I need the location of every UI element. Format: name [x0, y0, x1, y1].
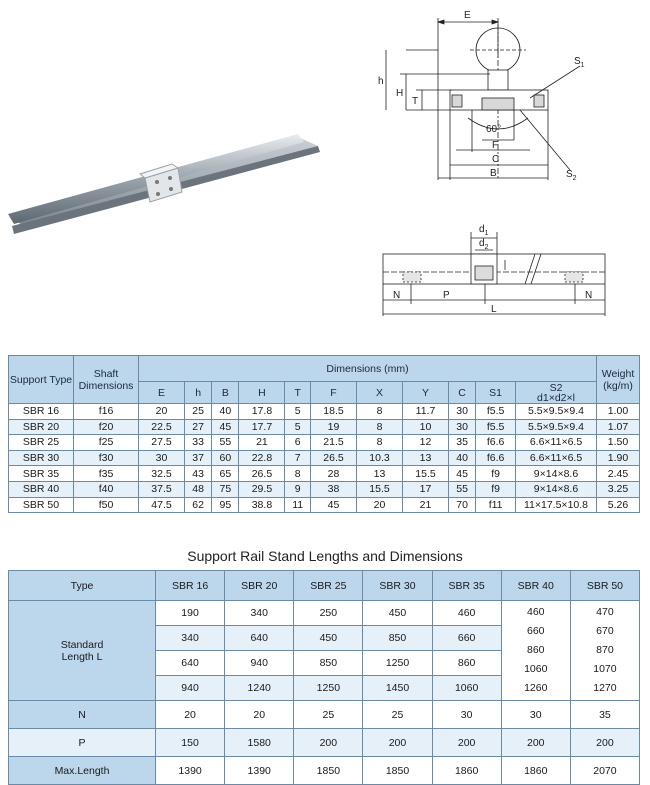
cell: 340 — [225, 601, 294, 626]
label-angle: 60° — [486, 124, 502, 135]
cell: 1850 — [294, 757, 363, 785]
table-cell: 21 — [402, 497, 448, 513]
table-cell: 19 — [310, 419, 356, 435]
table-row — [9, 435, 640, 451]
table-cell: 9 — [285, 481, 311, 497]
table-cell: 17.7 — [239, 419, 285, 435]
table-cell: 22.5 — [139, 419, 185, 435]
table-cell: 8 — [356, 435, 402, 451]
table-cell: f9 — [476, 481, 516, 497]
table-cell: 18.5 — [310, 404, 356, 420]
table-cell: 55 — [212, 435, 239, 451]
label-C: C — [492, 154, 500, 165]
type-sbr35: SBR 35 — [432, 571, 501, 601]
table-cell: 28 — [310, 466, 356, 482]
table-cell: f35 — [74, 466, 139, 482]
sbr40-length: 460 — [527, 606, 545, 618]
table-cell: 1.00 — [597, 404, 640, 420]
type-sbr40: SBR 40 — [501, 571, 570, 601]
cell: 1250 — [294, 676, 363, 701]
cell: 200 — [363, 729, 432, 757]
col-h: h — [185, 382, 212, 404]
label-H: H — [396, 88, 404, 99]
table-cell: 37.5 — [139, 481, 185, 497]
cell: 1250 — [363, 651, 432, 676]
header-support-type: Support Type — [9, 356, 74, 404]
cell: 250 — [294, 601, 363, 626]
table-cell: 9×14×8.6 — [516, 481, 597, 497]
table-cell: 95 — [212, 497, 239, 513]
lengths-table — [8, 570, 640, 785]
label-L: L — [491, 304, 497, 315]
table-cell: 13 — [402, 450, 448, 466]
table-cell: 5.5×9.5×9.4 — [516, 404, 597, 420]
table-cell: 3.25 — [597, 481, 640, 497]
cell: 1390 — [156, 757, 225, 785]
cell: 850 — [363, 626, 432, 651]
sbr50-length: 470 — [596, 606, 614, 618]
cell: 200 — [570, 729, 639, 757]
table-cell: 5.26 — [597, 497, 640, 513]
sbr50-length: 870 — [596, 644, 614, 656]
table-cell: 11.7 — [402, 404, 448, 420]
type-sbr16: SBR 16 — [156, 571, 225, 601]
table-cell: 11 — [285, 497, 311, 513]
label-B: B — [490, 168, 497, 179]
table-cell: 26.5 — [239, 466, 285, 482]
cell: 640 — [225, 626, 294, 651]
table-cell: 65 — [212, 466, 239, 482]
table-cell: 26.5 — [310, 450, 356, 466]
label-S2: $S_2$ — [566, 169, 577, 182]
header-type: Type — [9, 571, 156, 601]
cell: 640 — [156, 651, 225, 676]
cell: 2070 — [570, 757, 639, 785]
n-label: N — [9, 701, 156, 729]
col-C: C — [448, 382, 475, 404]
table-cell: 47.5 — [139, 497, 185, 513]
label-F: F — [492, 140, 499, 151]
table-cell: 15.5 — [402, 466, 448, 482]
table-cell: 37 — [185, 450, 212, 466]
col-E: E — [139, 382, 185, 404]
table-cell: 1.07 — [597, 419, 640, 435]
sbr40-length: 860 — [527, 644, 545, 656]
sbr40-length: 660 — [527, 625, 545, 637]
table-cell: 1.90 — [597, 450, 640, 466]
table-cell: f11 — [476, 497, 516, 513]
cell: 450 — [363, 601, 432, 626]
support-type-cell: SBR 16 — [9, 404, 74, 420]
table-cell: 27.5 — [139, 435, 185, 451]
header-weight: Weight (kg/m) — [597, 356, 640, 404]
col-H: H — [239, 382, 285, 404]
table-cell: f6.6 — [476, 450, 516, 466]
table-cell: 29.5 — [239, 481, 285, 497]
table-row — [9, 450, 640, 466]
table-cell: 6.6×11×6.5 — [516, 450, 597, 466]
table-cell: 13 — [356, 466, 402, 482]
col-B: B — [212, 382, 239, 404]
cell: 850 — [294, 651, 363, 676]
table-cell: 45 — [448, 466, 475, 482]
label-E: E — [464, 10, 471, 21]
label-T: T — [412, 96, 419, 107]
cell: 940 — [225, 651, 294, 676]
table-cell: 21 — [239, 435, 285, 451]
table-cell: f30 — [74, 450, 139, 466]
support-type-cell: SBR 20 — [9, 419, 74, 435]
cell: 20 — [156, 701, 225, 729]
table-cell: 38 — [310, 481, 356, 497]
col-S2-sub: d1×d2×l — [537, 391, 575, 404]
table-cell: 10.3 — [356, 450, 402, 466]
table-cell: 40 — [448, 450, 475, 466]
cell: 190 — [156, 601, 225, 626]
table-cell: 8 — [285, 466, 311, 482]
standard-length-label — [9, 601, 156, 701]
cell: 35 — [570, 701, 639, 729]
sbr40-lengths — [501, 601, 570, 701]
table-cell: f50 — [74, 497, 139, 513]
table-cell: 33 — [185, 435, 212, 451]
cell: 25 — [363, 701, 432, 729]
table-cell: f16 — [74, 404, 139, 420]
support-type-cell: SBR 35 — [9, 466, 74, 482]
linear-rail-photo — [0, 130, 330, 240]
table-cell: f5.5 — [476, 404, 516, 420]
table-cell: 7 — [285, 450, 311, 466]
label-d2: $d_2$ — [479, 238, 489, 251]
cell: 1390 — [225, 757, 294, 785]
table-cell: 15.5 — [356, 481, 402, 497]
table-cell: f25 — [74, 435, 139, 451]
support-type-cell: SBR 30 — [9, 450, 74, 466]
table-cell: 25 — [185, 404, 212, 420]
standard-label-2: Length L — [61, 650, 103, 663]
cell: 1060 — [432, 676, 501, 701]
table-cell: 5 — [285, 404, 311, 420]
label-N-right: N — [585, 290, 593, 301]
cell: 30 — [432, 701, 501, 729]
table-cell: 5 — [285, 419, 311, 435]
table-cell: 9×14×8.6 — [516, 466, 597, 482]
table-cell: 43 — [185, 466, 212, 482]
table-row — [9, 466, 640, 482]
table-cell: 27 — [185, 419, 212, 435]
col-S2-name: S2 — [549, 381, 563, 394]
type-sbr30: SBR 30 — [363, 571, 432, 601]
support-type-cell: SBR 50 — [9, 497, 74, 513]
support-type-cell: SBR 25 — [9, 435, 74, 451]
table-cell: 38.8 — [239, 497, 285, 513]
sbr50-lengths — [570, 601, 639, 701]
label-d1: $d_1$ — [479, 224, 489, 237]
table-cell: 17.8 — [239, 404, 285, 420]
sbr40-length: 1260 — [524, 682, 548, 694]
support-type-cell: SBR 40 — [9, 481, 74, 497]
col-T: T — [285, 382, 311, 404]
cell: 860 — [432, 651, 501, 676]
sbr50-length: 1270 — [593, 682, 617, 694]
cell: 1240 — [225, 676, 294, 701]
table-cell: 70 — [448, 497, 475, 513]
table-cell: 62 — [185, 497, 212, 513]
header-dimensions: Dimensions (mm) — [139, 356, 597, 382]
table-cell: 30 — [139, 450, 185, 466]
sbr40-length: 1060 — [524, 663, 548, 675]
type-sbr20: SBR 20 — [225, 571, 294, 601]
table-cell: 11×17.5×10.8 — [516, 497, 597, 513]
cell: 20 — [225, 701, 294, 729]
cell: 1860 — [432, 757, 501, 785]
label-N-left: N — [393, 290, 401, 301]
standard-label-1: Standard — [60, 638, 104, 651]
table-cell: 2.45 — [597, 466, 640, 482]
table-cell: 30 — [448, 419, 475, 435]
table-cell: f6.6 — [476, 435, 516, 451]
cell: 200 — [432, 729, 501, 757]
cell: 1450 — [363, 676, 432, 701]
table-cell: f9 — [476, 466, 516, 482]
lengths-table-title: Support Rail Stand Lengths and Dimensions — [187, 548, 463, 564]
cell: 150 — [156, 729, 225, 757]
cell: 200 — [501, 729, 570, 757]
cell: 200 — [294, 729, 363, 757]
table-cell: 8 — [356, 404, 402, 420]
table-row — [9, 404, 640, 420]
col-Y: Y — [402, 382, 448, 404]
table-row — [9, 481, 640, 497]
table-cell: 60 — [212, 450, 239, 466]
label-P: P — [443, 290, 450, 301]
table-cell: 6.6×11×6.5 — [516, 435, 597, 451]
table-cell: 45 — [212, 419, 239, 435]
table-cell: 32.5 — [139, 466, 185, 482]
cross-section-diagram — [370, 0, 600, 185]
table-cell: 1.50 — [597, 435, 640, 451]
table-cell: 55 — [448, 481, 475, 497]
col-S1: S1 — [476, 382, 516, 404]
table-cell: 21.5 — [310, 435, 356, 451]
sbr50-length: 670 — [596, 625, 614, 637]
table-cell: 75 — [212, 481, 239, 497]
table-cell: 20 — [139, 404, 185, 420]
cell: 1850 — [363, 757, 432, 785]
cell: 1860 — [501, 757, 570, 785]
table-cell: 30 — [448, 404, 475, 420]
label-S1: $S_1$ — [574, 56, 585, 69]
table-cell: 8 — [356, 419, 402, 435]
label-h: h — [378, 76, 384, 87]
type-sbr50: SBR 50 — [570, 571, 639, 601]
table-cell: 6 — [285, 435, 311, 451]
max-length-label: Max.Length — [9, 757, 156, 785]
table-cell: 48 — [185, 481, 212, 497]
table-row — [9, 497, 640, 513]
side-view-diagram — [375, 210, 610, 320]
table-row — [9, 419, 640, 435]
cell: 460 — [432, 601, 501, 626]
sbr50-length: 1070 — [593, 663, 617, 675]
cell: 940 — [156, 676, 225, 701]
cell: 30 — [501, 701, 570, 729]
table-cell: 12 — [402, 435, 448, 451]
table-cell: 20 — [356, 497, 402, 513]
table-cell: f20 — [74, 419, 139, 435]
col-F: F — [310, 382, 356, 404]
table-cell: 40 — [212, 404, 239, 420]
table-cell: 45 — [310, 497, 356, 513]
table-cell: f5.5 — [476, 419, 516, 435]
p-label: P — [9, 729, 156, 757]
table-cell: 5.5×9.5×9.4 — [516, 419, 597, 435]
col-X: X — [356, 382, 402, 404]
cell: 1580 — [225, 729, 294, 757]
table-cell: 22.8 — [239, 450, 285, 466]
table-cell: 10 — [402, 419, 448, 435]
type-sbr25: SBR 25 — [294, 571, 363, 601]
cell: 25 — [294, 701, 363, 729]
header-shaft-dimensions: Shaft Dimensions — [74, 356, 139, 404]
table-cell: 35 — [448, 435, 475, 451]
cell: 340 — [156, 626, 225, 651]
table-cell: 17 — [402, 481, 448, 497]
cell: 450 — [294, 626, 363, 651]
dimensions-table — [8, 355, 640, 513]
table-cell: f40 — [74, 481, 139, 497]
col-S2 — [516, 382, 597, 404]
cell: 660 — [432, 626, 501, 651]
